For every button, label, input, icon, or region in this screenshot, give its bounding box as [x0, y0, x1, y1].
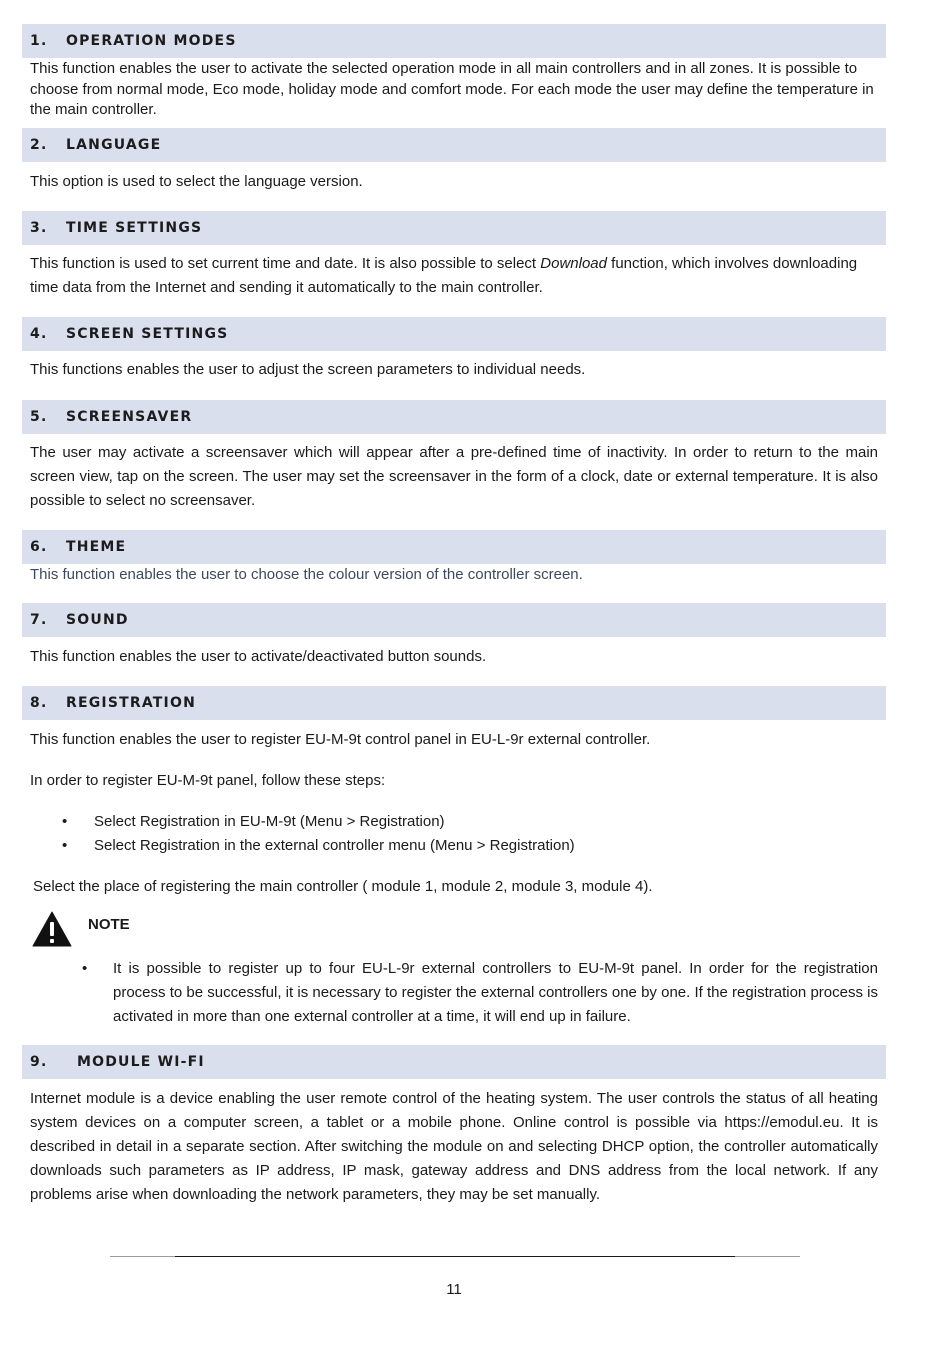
registration-text: This function enables the user to register EU-M-9t control panel in EU-L-9r external controller.: [30, 731, 651, 748]
list-item-text: Select Registration in EU-M-9t (Menu > Registration): [94, 813, 445, 830]
section-number: 4.: [30, 326, 48, 342]
theme-text: This function enables the user to choose the colour version of the controller screen.: [30, 566, 583, 583]
section-number: 5.: [30, 409, 48, 425]
sound-text: This function enables the user to activate/deactivated button sounds.: [30, 648, 487, 665]
note-text: It is possible to register up to four EU-L-9r external controllers to EU-M-9t panel. In order for the registration process to be successful, it is necessary to register the external controllers one by one. If the registration process is activated in more than one external controller at a time, it will end up in failure.: [113, 960, 878, 1025]
section-number: 9.: [30, 1054, 48, 1070]
section-header-time-settings: [22, 211, 886, 245]
section-number: 1.: [30, 33, 48, 49]
section-title: OPERATION MODES: [66, 33, 237, 49]
time-settings-text: [30, 252, 878, 300]
section-title: SOUND: [66, 612, 129, 628]
section-number: 7.: [30, 612, 48, 628]
bullet-icon: •: [62, 837, 68, 854]
operation-modes-text: This function enables the user to activate the selected operation mode in all main controllers and in all zones. It is possible to choose from normal mode, Eco mode, holiday mode and comfort mode. For each mode the user may define the temperature in the main controller.: [30, 60, 874, 118]
section-header-registration: [22, 686, 886, 720]
section-title: SCREEN SETTINGS: [66, 326, 229, 342]
screensaver-text: The user may activate a screensaver which will appear after a pre-defined time of inactivity. In order to return to the main screen view, tap on the screen. The user may set the screensaver in the form of a clock, date or external temperature. It is also possible to select no screensaver.: [30, 444, 878, 509]
section-header-operation-modes: [22, 24, 886, 58]
time-settings-text-start: This function is used to set current time and date. It is also possible to select: [30, 255, 541, 272]
section-header-module-wifi: [22, 1045, 886, 1079]
section-number: 6.: [30, 539, 48, 555]
section-header-sound: [22, 603, 886, 637]
bullet-icon: •: [62, 813, 68, 830]
section-header-screen-settings: [22, 317, 886, 351]
registration-place-text: Select the place of registering the main controller ( module 1, module 2, module 3, module 4).: [33, 878, 653, 895]
screen-settings-text: This functions enables the user to adjust the screen parameters to individual needs.: [30, 361, 586, 378]
list-item: [62, 834, 882, 858]
registration-steps-intro: In order to register EU-M-9t panel, follow these steps:: [30, 772, 386, 789]
warning-triangle-icon: [32, 911, 72, 947]
section-header-language: [22, 128, 886, 162]
section-number: 3.: [30, 220, 48, 236]
download-function-name: Download: [540, 255, 607, 272]
section-number: 2.: [30, 137, 48, 153]
section-header-theme: [22, 530, 886, 564]
section-title: TIME SETTINGS: [66, 220, 203, 236]
section-title: SCREENSAVER: [66, 409, 193, 425]
section-header-screensaver: [22, 400, 886, 434]
section-number: 8.: [30, 695, 48, 711]
section-title: MODULE WI-FI: [77, 1054, 205, 1070]
section-title: THEME: [66, 539, 127, 555]
bullet-icon: •: [82, 960, 88, 977]
list-item-text: Select Registration in the external controller menu (Menu > Registration): [94, 837, 575, 854]
time-settings-text-end: function, which involves downloading time data from the Internet and sending it automatically to the main controller.: [30, 255, 858, 296]
page-number: 11: [446, 1281, 462, 1298]
section-title: REGISTRATION: [66, 695, 196, 711]
section-title: LANGUAGE: [66, 137, 162, 153]
note-item: [82, 957, 878, 1029]
list-item: [62, 810, 882, 834]
module-wifi-text: Internet module is a device enabling the user remote control of the heating system. The user controls the status of all heating system devices on a computer screen, a tablet or a mobile phone. Online control is possible via https://emodul.eu. It is described in detail in a separate section. After switching the module on and selecting DHCP option, the controller automatically downloads such parameters as IP address, IP mask, gateway address and DNS address from the local network. If any problems arise when downloading the network parameters, they may be set manually.: [30, 1090, 878, 1203]
footer-divider-accent: [175, 1256, 735, 1257]
language-text: This option is used to select the language version.: [30, 173, 363, 190]
note-label: NOTE: [88, 916, 130, 933]
